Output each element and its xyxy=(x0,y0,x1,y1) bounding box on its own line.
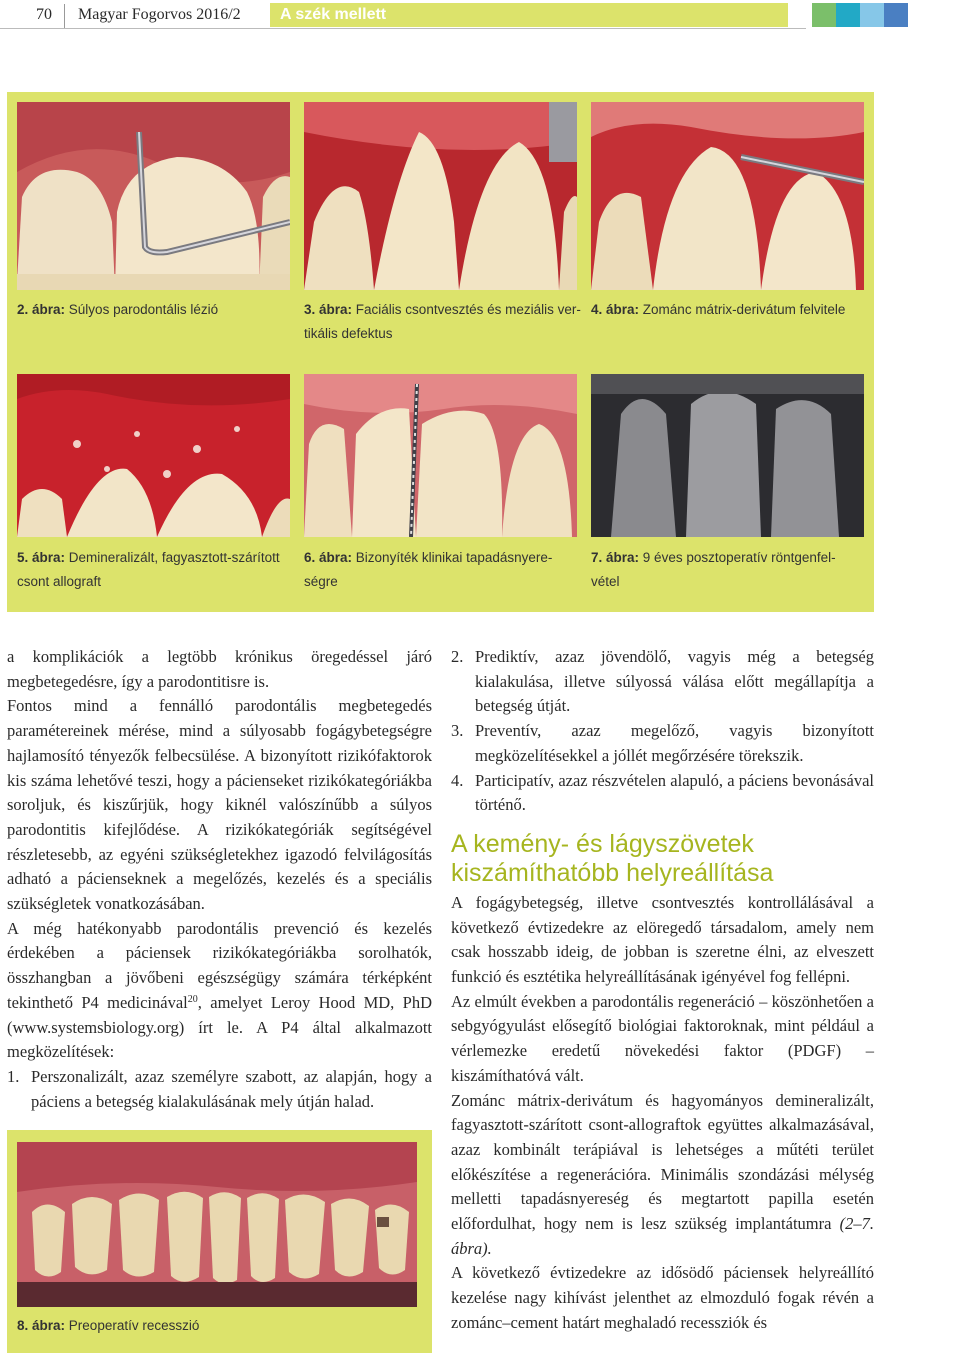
left-paragraph-3-text: A még hatékonyabb parodontális prevenció és kezelés érdekében a páciensek rizikókategóriákba sorolhatók, összhangban a jövőbeni egészségügy számára térképként tekinthető P4 medicinával xyxy=(7,918,432,1012)
header-divider xyxy=(64,4,65,28)
figure-8-text: Preoperatív recesszió xyxy=(68,1318,200,1333)
color-block-teal xyxy=(836,3,860,27)
figure-2-caption xyxy=(17,298,297,322)
color-block-green xyxy=(812,3,836,27)
figure-6-text-line2: ségre xyxy=(304,574,338,589)
list-number: 1. xyxy=(7,1066,20,1086)
figure-4-text: Zománc mátrix-derivátum felvitele xyxy=(642,302,846,317)
figure-3-photo xyxy=(304,102,577,290)
figure-4-caption xyxy=(591,298,871,322)
figure-7-text-line2: vétel xyxy=(591,574,620,589)
left-paragraph-3 xyxy=(7,917,432,1065)
reference-superscript: 20 xyxy=(187,993,198,1005)
figure-7-xray xyxy=(591,374,864,537)
color-block-blue xyxy=(884,3,908,27)
list-item xyxy=(7,1065,432,1114)
list-number: 2. xyxy=(451,647,464,666)
header-rule xyxy=(0,28,806,29)
list-text: Participatív, azaz részvételen alapuló, a páciens bevonásával történő. xyxy=(475,770,874,815)
figure-8-label: 8. ábra: xyxy=(17,1318,66,1333)
right-paragraph-1: A fogágybetegség, illetve csontvesztés kontrollálásával a következő évtizedekre az elöregedő társadalom, amely nem csak hosszabb ideig, de jobban is szeretne élni, az elveszett funkció és esztétika helyreállításának igényével fog fellépni. xyxy=(451,892,874,987)
left-paragraph-3-text-cont: , amelyet Leroy Hood MD, PhD (www.systemsbiology.org) írt le. A P4 által alkalmazott megközelítések: xyxy=(7,992,433,1062)
section-heading xyxy=(451,830,874,888)
color-block-lightblue xyxy=(860,3,884,27)
figure-7-caption xyxy=(591,546,871,594)
section-banner xyxy=(270,3,788,27)
list-number: 3. xyxy=(451,721,464,741)
right-column xyxy=(451,645,874,1336)
figure-panel xyxy=(7,92,874,612)
list-item xyxy=(451,769,874,818)
section-title: A szék mellett xyxy=(280,6,387,23)
list-text: Preventív, azaz megelőző, vagyis bizonyított megközelítésekkel a jóllét megőrzésére törekszik. xyxy=(475,721,874,765)
left-column xyxy=(7,645,432,1114)
list-item xyxy=(451,719,874,768)
header-color-blocks xyxy=(812,3,908,27)
figure-5-caption xyxy=(17,546,302,594)
figure-6-label: 6. ábra: xyxy=(304,550,353,565)
list-item xyxy=(451,645,874,719)
figure-6-caption xyxy=(304,546,589,594)
list-text: Perszonalizált, azaz személyre szabott, az alapján, hogy a páciens a betegség kialakulásának mely útján halad. xyxy=(31,1066,432,1111)
figure-2-photo xyxy=(17,102,290,290)
figure-8-caption xyxy=(17,1314,417,1338)
figure-3-label: 3. ábra: xyxy=(304,302,353,317)
figure-8-panel xyxy=(7,1130,432,1353)
right-paragraph-3-text: Zománc mátrix-derivátum és hagyományos demineralizált, fagyasztott-szárított csont-allograftok együttes alkalmazásával, azaz kombinált terápiával is lehetséges a műtéti terület előkészítése a regenerációra. Minimális szondázási mélység melletti tapadásnyereség és megtartott papilla esetén előfordulhat, hogy nem is lesz szükség implantátumra xyxy=(451,1090,874,1234)
figure-5-photo xyxy=(17,374,290,537)
figure-reference: (2–7. ábra). xyxy=(451,1214,874,1258)
page-number: 70 xyxy=(36,6,52,23)
figure-3-caption xyxy=(304,298,589,346)
figure-8-photo xyxy=(17,1142,417,1307)
figure-3-text-line1: Faciális csontvesztés és meziális ver- xyxy=(355,302,581,317)
figure-3-text-line2: tikális defektus xyxy=(304,326,393,341)
left-paragraph-1: a komplikációk a legtöbb krónikus öregedéssel járó megbetegedésre, így a parodontitisre is. xyxy=(7,647,432,691)
section-heading-line1: A kemény- és lágyszövetek xyxy=(451,829,754,858)
section-heading-line2: kiszámíthatóbb helyreállítása xyxy=(451,858,774,887)
figure-5-text-line2: csont allograft xyxy=(17,574,102,589)
figure-6-text-line1: Bizonyíték klinikai tapadásnyere- xyxy=(355,550,553,565)
journal-title: Magyar Fogorvos 2016/2 xyxy=(78,6,241,23)
figure-5-text-line1: Demineralizált, fagyasztott-szárított xyxy=(68,550,280,565)
figure-2-text: Súlyos parodontális lézió xyxy=(68,302,219,317)
figure-4-photo xyxy=(591,102,864,290)
right-paragraph-2: Az elmúlt években a parodontális regeneráció – köszönhetően a sebgyógyulást elősegítő biológiai faktoroknak, mint például a vérlemezke eredetű növekedési faktor (PDGF) – kiszámíthatóvá vált. xyxy=(451,991,874,1085)
figure-2-label: 2. ábra: xyxy=(17,302,66,317)
list-text: Prediktív, azaz jövendölő, vagyis még a betegség kialakulása, illetve súlyossá válása előtt megállapítja a betegség útját. xyxy=(475,647,874,716)
figure-6-photo xyxy=(304,374,577,537)
figure-4-label: 4. ábra: xyxy=(591,302,640,317)
figure-7-text-line1: 9 éves posztoperatív röntgenfel- xyxy=(642,550,836,565)
list-number: 4. xyxy=(451,770,464,790)
figure-7-label: 7. ábra: xyxy=(591,550,640,565)
right-paragraph-3 xyxy=(451,1089,874,1262)
figure-5-label: 5. ábra: xyxy=(17,550,66,565)
left-paragraph-2: Fontos mind a fennálló parodontális megbetegedés paramétereinek mérése, mind a súlyosabb fogágybetegségre hajlamosító tényezők felbecsülése. A bizonyított rizikófaktorok kis száma lehetővé teszi, hogy a pácienseket rizikókategóriákba soroljuk, és kiszűrjük, hogy kiknél valószínűbb a súlyos parodontitis kifejlődése. A rizikókategóriák segítségével részletesebb, az egyéni szükségletekhez igazodó felvilágosítás adható a pácienseknek a megelőzés, kezelés és a speciális szükségletek vonatkozásában. xyxy=(7,696,432,914)
right-paragraph-4: A következő évtizedekre az idősödő páciensek helyreállító kezelése nagy kihívást jelenthet az elmozduló fogak révén a zománc–cement határt meghaladó recessziók és xyxy=(451,1263,874,1332)
